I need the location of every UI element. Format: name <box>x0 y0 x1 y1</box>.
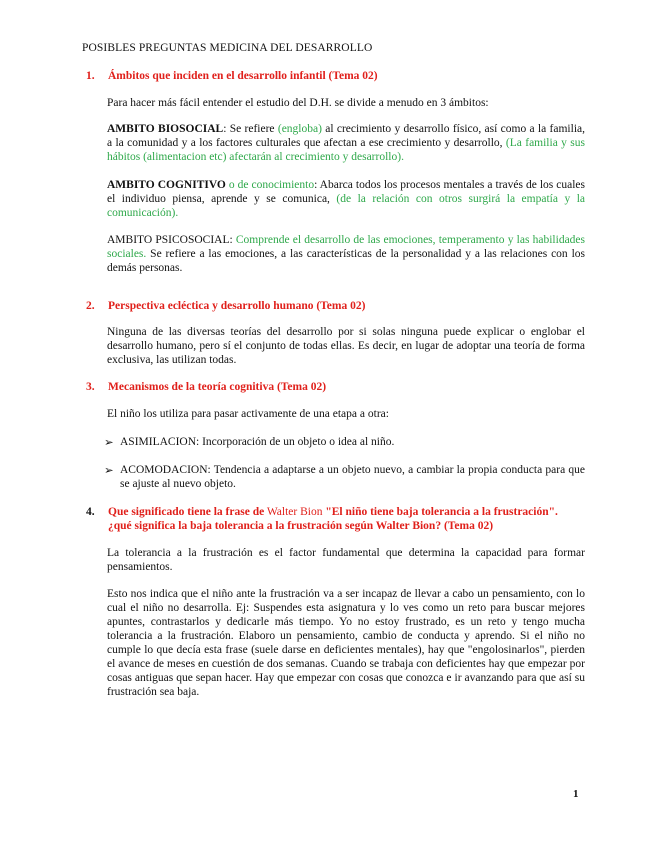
section-4-heading <box>86 505 586 533</box>
section-2-number: 2. <box>86 300 95 312</box>
ambito-cognitivo-paragraph <box>107 178 585 220</box>
section-4-tema: (Tema 02) <box>443 520 494 532</box>
ambito-biosocial-text-a: : Se refiere <box>223 123 278 135</box>
page-number: 1 <box>573 788 579 800</box>
ambito-biosocial-paragraph <box>107 122 585 164</box>
ambito-biosocial-label: AMBITO BIOSOCIAL <box>107 123 224 135</box>
section-4-number: 4. <box>86 506 95 518</box>
section-4-question-quote: "El niño tiene baja tolerancia a la frustración". <box>325 506 558 518</box>
section-2-tema: (Tema 02) <box>316 300 366 312</box>
section-1-heading <box>86 70 378 82</box>
ambito-biosocial-note-a: (engloba) <box>277 123 322 135</box>
section-2-title: Perspectiva ecléctica y desarrollo humano <box>108 300 314 312</box>
section-4-paragraph-2: Esto nos indica que el niño ante la frustración va a ser incapaz de llevar a cabo un pensamiento, con lo cual el niño no desarrolla. Ej: Suspendes esta asignatura y lo ves como un reto para buscar mejores apuntes, contrastarlos y dedicarle más tiempo. Yo no estoy frustrado, es un reto y tengo mucha tolerancia a la frustración. Elaboro un pensamiento, cambio de conducta y aprendo. Si el niño no cumple lo que decía esta frase (suele darse en deficientes mentales), hay que "engolosinarlos", pierden el avance de meses en cuestión de dos semanas. Cuando se trabaja con deficientes hay que empezar por cosas antiguas que sepan hacer. Hay que empezar con cosas que conozca e ir avanzando para que así su frustración sea baja. <box>107 588 585 698</box>
bullet-acomodacion: ACOMODACION: Tendencia a adaptarse a un objeto nuevo, a cambiar la propia conducta para que se ajuste al nuevo objeto. <box>120 464 585 490</box>
ambito-cognitivo-text: : Abarca todos los procesos mentales a través de los cuales el individuo piensa, aprende y se comunica, <box>107 179 586 205</box>
section-3-intro: El niño los utiliza para pasar activamente de una etapa a otra: <box>107 408 389 420</box>
section-2-heading <box>86 300 365 312</box>
section-3-tema: (Tema 02) <box>276 381 327 393</box>
ambito-cognitivo-label: AMBITO COGNITIVO <box>107 179 226 191</box>
section-4-question-b: ¿qué significa la baja tolerancia a la frustración según Walter Bion? <box>108 520 442 532</box>
ambito-psicosocial-paragraph <box>107 233 585 275</box>
ambito-cognitivo-note-b: (de la relación con otros surgirá la empatía y la comunicación). <box>107 193 585 219</box>
section-3-title: Mecanismos de la teoría cognitiva <box>108 381 275 393</box>
section-4-paragraph-1: La tolerancia a la frustración es el factor fundamental que determina la capacidad para formar pensamientos. <box>107 547 585 573</box>
section-1-number: 1. <box>86 70 95 82</box>
section-1-tema: (Tema 02) <box>328 70 378 82</box>
document-title: POSIBLES PREGUNTAS MEDICINA DEL DESARROLLO <box>82 42 373 54</box>
bullet-asimilacion: ASIMILACION: Incorporación de un objeto o idea al niño. <box>120 436 395 448</box>
section-1-intro: Para hacer más fácil entender el estudio del D.H. se divide a menudo en 3 ámbitos: <box>107 97 489 109</box>
bullet-arrow-icon: ➢ <box>104 465 114 477</box>
ambito-cognitivo-note-a: o de conocimiento <box>225 179 315 191</box>
bullet-arrow-icon: ➢ <box>104 437 114 449</box>
ambito-biosocial-note-b: (La familia y sus hábitos (alimentacion etc) afectarán al crecimiento y desarrollo). <box>107 137 585 163</box>
section-2-body: Ninguna de las diversas teorías del desarrollo por si solas ninguna puede explicar o englobar el desarrollo humano, pero sí el conjunto de todas ellas. Es decir, en lugar de adoptar una teoría de forma exclusiva, las utilizan todas. <box>107 326 585 366</box>
ambito-biosocial-text-b: al crecimiento y desarrollo físico, así como a la familia, a la comunidad y a los factores culturales que afectan a ese crecimiento y desarrollo, <box>107 123 585 149</box>
ambito-psicosocial-text: Se refiere a las emociones, a las características de la personalidad y a las relaciones con los demás personas. <box>107 248 585 274</box>
section-4-question-name: Walter Bion <box>264 506 326 518</box>
section-1-title: Ámbitos que inciden en el desarrollo infantil <box>108 70 326 82</box>
section-3-heading <box>86 381 326 393</box>
section-3-number: 3. <box>86 381 95 393</box>
section-4-question-a: Que significado tiene la frase de <box>108 506 265 518</box>
ambito-psicosocial-note: Comprende el desarrollo de las emociones, temperamento y las habilidades sociales. <box>107 234 585 260</box>
ambito-psicosocial-label: AMBITO PSICOSOCIAL: <box>107 234 236 246</box>
